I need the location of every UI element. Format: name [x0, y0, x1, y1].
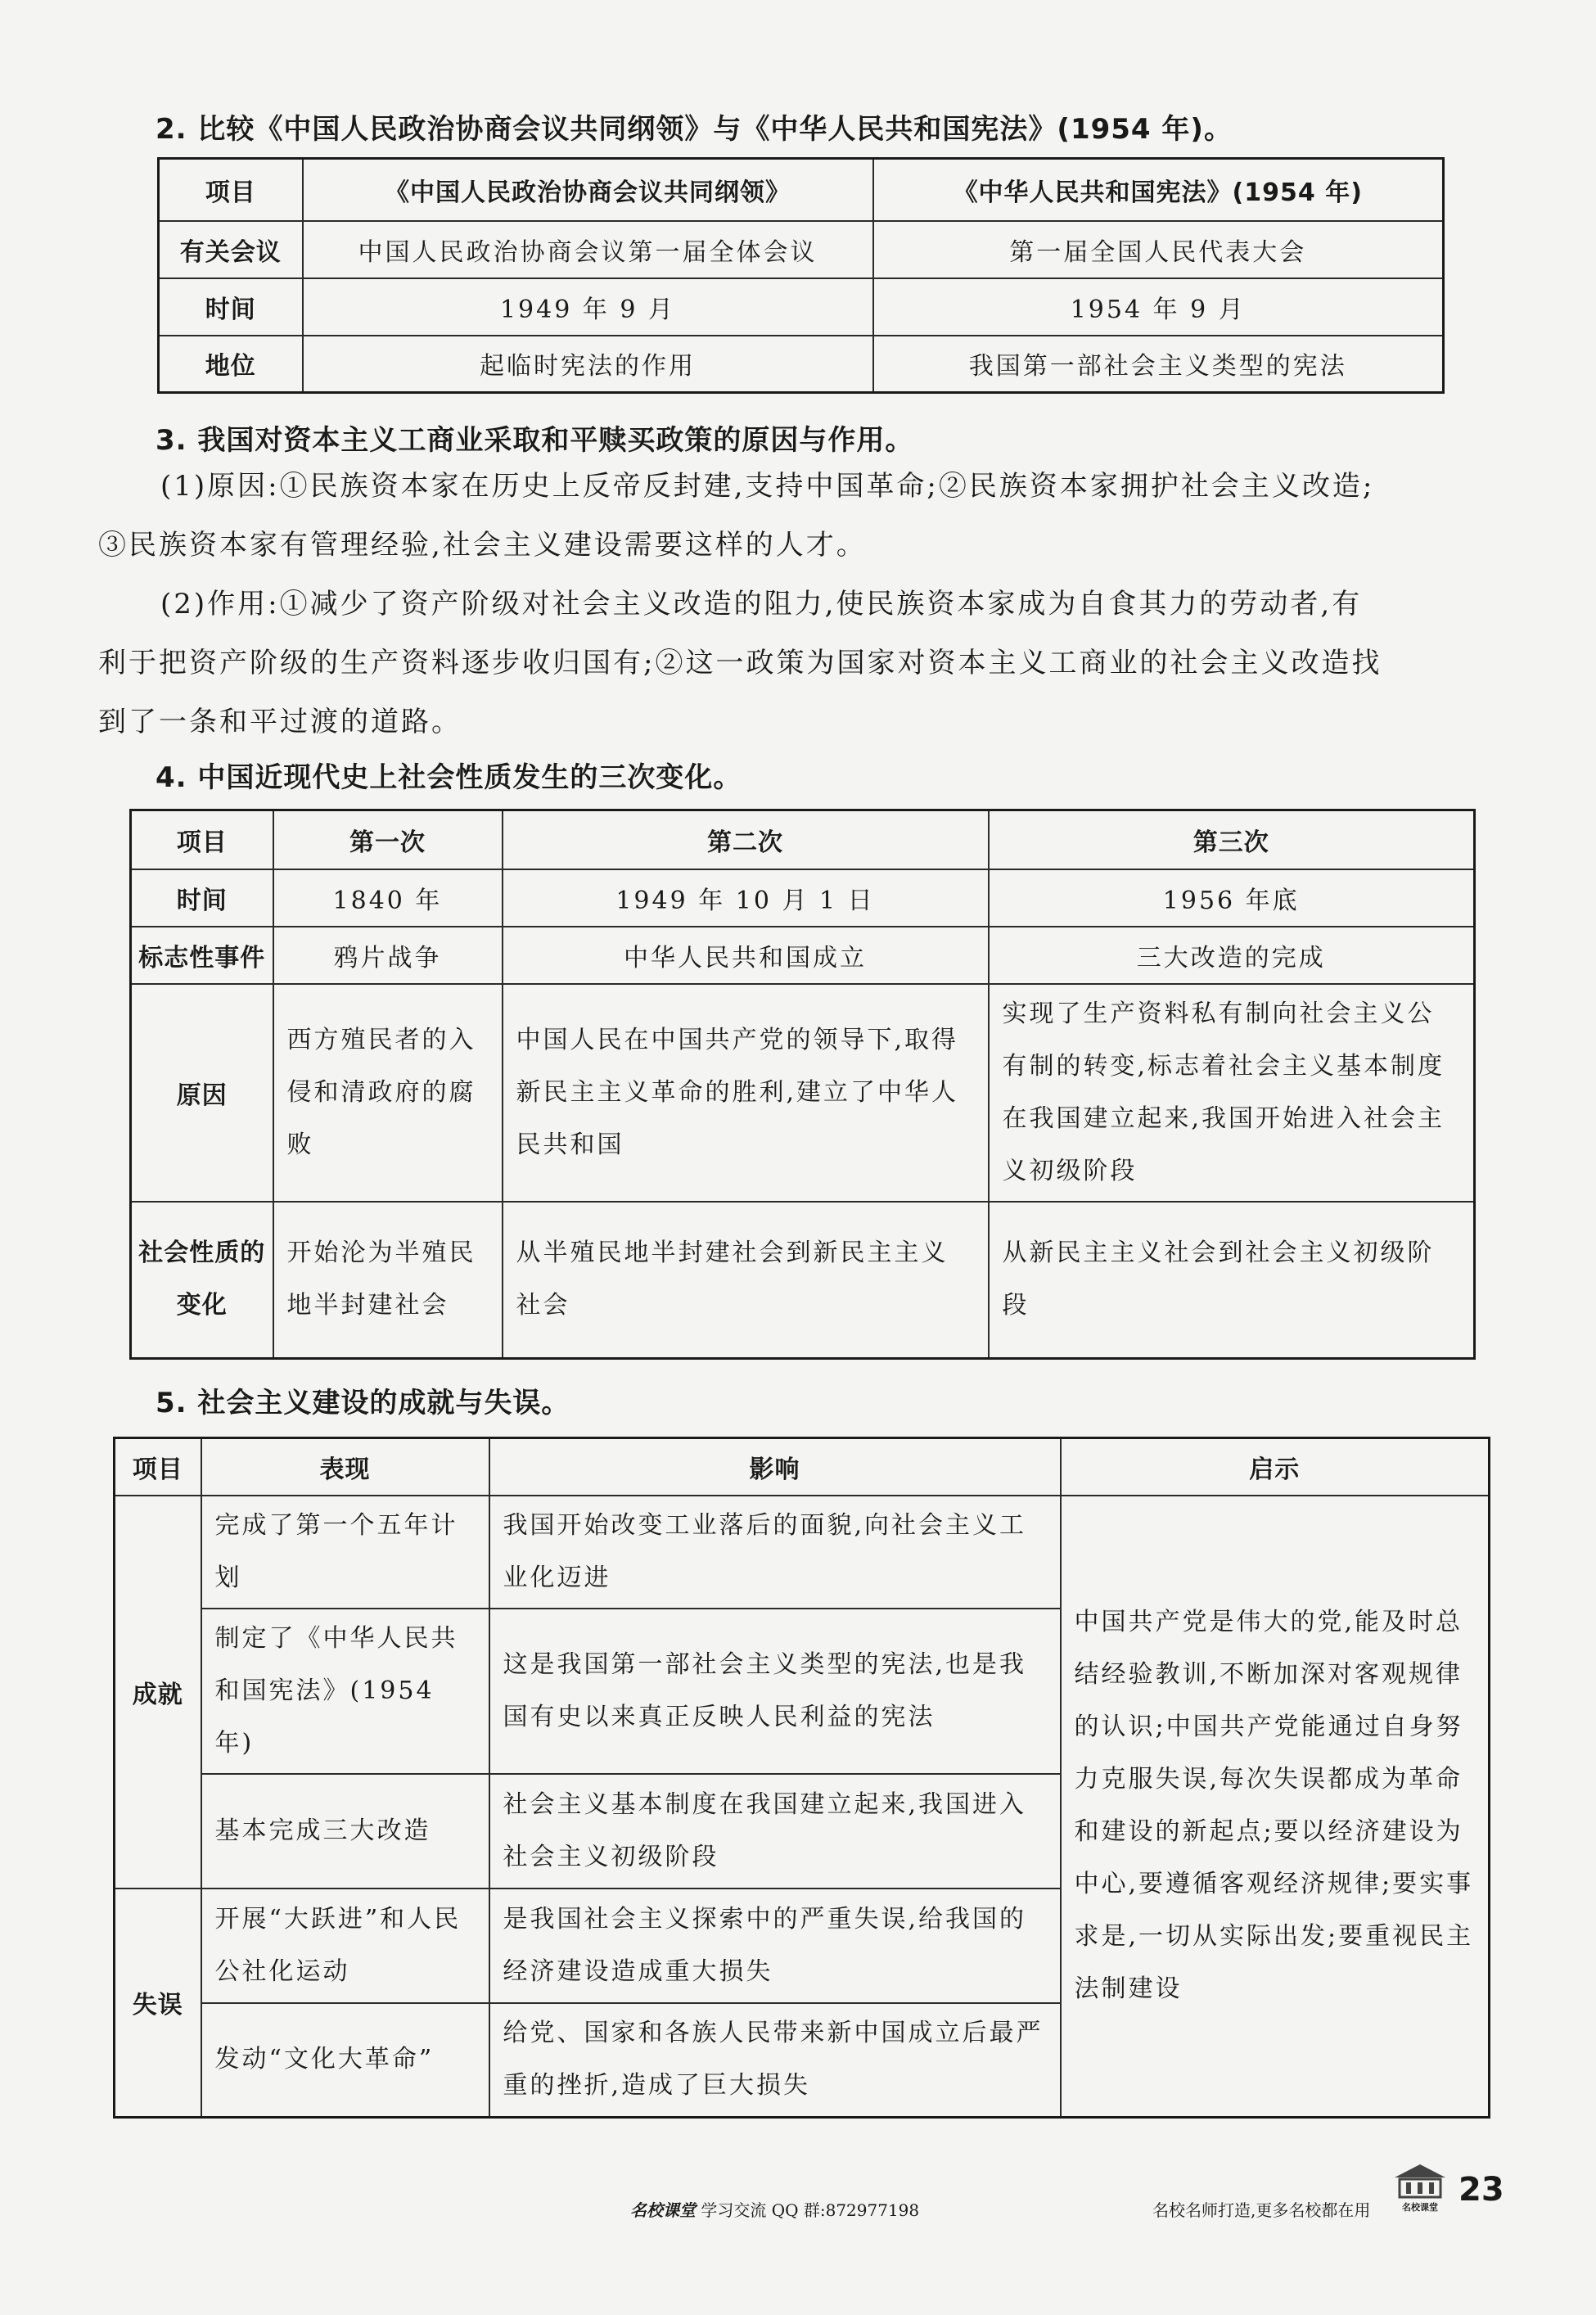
table-header-row [159, 159, 1444, 221]
table-row [131, 927, 1475, 984]
achievements-table [113, 1437, 1490, 2119]
section-5-heading: 5. 社会主义建设的成就与失误。 [156, 1387, 570, 1419]
table-cell: 社会主义基本制度在我国建立起来,我国进入社会主义初级阶段 [489, 1774, 1061, 1889]
table-cell: 是我国社会主义探索中的严重失误,给我国的经济建设造成重大损失 [489, 1889, 1061, 2003]
table-cell: 从新民主主义社会到社会主义初级阶段 [989, 1202, 1475, 1359]
brand-logo [1391, 2161, 1449, 2213]
group-label-mistakes: 失误 [115, 1889, 201, 2118]
table-header-row [115, 1438, 1490, 1496]
table-row [159, 336, 1444, 393]
header-cell: 《中国人民政治协商会议共同纲领》 [303, 159, 873, 221]
table-row [131, 869, 1475, 927]
header-cell: 《中华人民共和国宪法》(1954 年) [873, 159, 1444, 221]
row-label: 地位 [159, 336, 303, 393]
section-4-heading: 4. 中国近现代史上社会性质发生的三次变化。 [156, 761, 742, 794]
table-row [159, 278, 1444, 336]
header-cell: 第一次 [273, 810, 503, 869]
header-cell: 启示 [1061, 1438, 1490, 1496]
table-cell: 这是我国第一部社会主义类型的宪法,也是我国有史以来真正反映人民利益的宪法 [489, 1609, 1061, 1774]
table-cell: 第一届全国人民代表大会 [873, 221, 1444, 278]
paragraph-line: (2)作用:①减少了资产阶级对社会主义改造的阻力,使民族资本家成为自食其力的劳动者,有 [160, 588, 1363, 620]
section-3-body [98, 457, 1506, 751]
table-cell: 西方殖民者的入侵和清政府的腐败 [273, 984, 503, 1202]
table-row [159, 221, 1444, 278]
table-cell: 1954 年 9 月 [873, 278, 1444, 336]
header-cell: 项目 [115, 1438, 201, 1496]
table-header-row [131, 810, 1475, 869]
table-cell: 起临时宪法的作用 [303, 336, 873, 393]
lesson-cell: 中国共产党是伟大的党,能及时总结经验教训,不断加深对客观规律的认识;中国共产党能通过自身努力克服失误,每次失误都成为革命和建设的新起点;要以经济建设为中心,要遵循客观经济规律;要实事求是,一切从实际出发;要重视民主法制建设 [1061, 1496, 1490, 2118]
table-cell: 完成了第一个五年计划 [201, 1496, 489, 1609]
header-cell: 第二次 [503, 810, 989, 869]
footer-right-text: 名校名师打造,更多名校都在用 [1152, 2200, 1371, 2220]
table-cell: 我国开始改变工业落后的面貌,向社会主义工业化迈进 [489, 1496, 1061, 1609]
row-label: 有关会议 [159, 221, 303, 278]
table-cell: 中国人民在中国共产党的领导下,取得新民主主义革命的胜利,建立了中华人民共和国 [503, 984, 989, 1202]
table-cell: 开展“大跃进”和人民公社化运动 [201, 1889, 489, 2003]
paragraph-line: ③民族资本家有管理经验,社会主义建设需要这样的人才。 [98, 529, 867, 562]
table-cell: 三大改造的完成 [989, 927, 1475, 984]
table-cell: 1949 年 9 月 [303, 278, 873, 336]
table-cell: 实现了生产资料私有制向社会主义公有制的转变,标志着社会主义基本制度在我国建立起来,我国开始进入社会主义初级阶段 [989, 984, 1475, 1202]
table-cell: 开始沦为半殖民地半封建社会 [273, 1202, 503, 1359]
table-cell: 中国人民政治协商会议第一届全体会议 [303, 221, 873, 278]
paragraph-line: 到了一条和平过渡的道路。 [98, 706, 462, 738]
table-cell: 我国第一部社会主义类型的宪法 [873, 336, 1444, 393]
table-row [131, 1202, 1475, 1359]
paragraph-line: 利于把资产阶级的生产资料逐步收归国有;②这一政策为国家对资本主义工商业的社会主义改造找 [98, 647, 1382, 679]
logo-text: 名校课堂 [1402, 2202, 1438, 2213]
footer-qq-text: 学习交流 QQ 群:872977198 [701, 2200, 920, 2220]
section-2-heading: 2. 比较《中国人民政治协商会议共同纲领》与《中华人民共和国宪法》(1954 年)。 [156, 113, 1233, 146]
table-cell: 鸦片战争 [273, 927, 503, 984]
table-cell: 1949 年 10 月 1 日 [503, 869, 989, 927]
table-cell: 发动“文化大革命” [201, 2003, 489, 2118]
header-cell: 影响 [489, 1438, 1061, 1496]
row-label: 时间 [131, 869, 273, 927]
footer-brand: 名校课堂 [630, 2200, 696, 2220]
table-cell: 1956 年底 [989, 869, 1475, 927]
header-cell: 第三次 [989, 810, 1475, 869]
comparison-table [157, 157, 1445, 394]
row-label: 原因 [131, 984, 273, 1202]
section-3-heading: 3. 我国对资本主义工商业采取和平赎买政策的原因与作用。 [156, 424, 914, 457]
table-cell: 1840 年 [273, 869, 503, 927]
row-label: 社会性质的变化 [131, 1202, 273, 1359]
paragraph-line: (1)原因:①民族资本家在历史上反帝反封建,支持中国革命;②民族资本家拥护社会主义改造; [160, 470, 1375, 503]
header-cell: 项目 [131, 810, 273, 869]
table-row [115, 1496, 1490, 1609]
group-label-achievements: 成就 [115, 1496, 201, 1889]
row-label: 标志性事件 [131, 927, 273, 984]
footer-left [630, 2197, 919, 2221]
table-cell: 制定了《中华人民共和国宪法》(1954 年) [201, 1609, 489, 1774]
header-cell: 项目 [159, 159, 303, 221]
table-cell: 从半殖民地半封建社会到新民主主义社会 [503, 1202, 989, 1359]
table-cell: 中华人民共和国成立 [503, 927, 989, 984]
page-number: 23 [1458, 2171, 1504, 2209]
header-cell: 表现 [201, 1438, 489, 1496]
social-nature-table [129, 809, 1476, 1360]
row-label: 时间 [159, 278, 303, 336]
table-row [131, 984, 1475, 1202]
table-cell: 基本完成三大改造 [201, 1774, 489, 1889]
table-cell: 给党、国家和各族人民带来新中国成立后最严重的挫折,造成了巨大损失 [489, 2003, 1061, 2118]
